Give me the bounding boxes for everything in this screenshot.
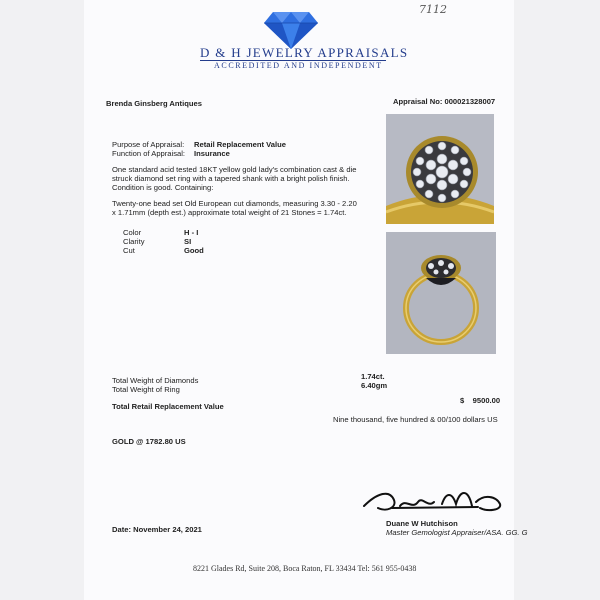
- handwritten-number: 7112: [419, 3, 447, 16]
- total-diamonds-label: Total Weight of Diamonds: [112, 376, 199, 385]
- footer-address: 8221 Glades Rd, Suite 208, Boca Raton, FL 33434 Tel: 561 955-0438: [193, 564, 417, 573]
- company-tagline: ACCREDITED AND INDEPENDENT: [214, 61, 383, 70]
- grade-color-label: Color: [123, 228, 142, 237]
- description-line: Condition is good. Containing:: [112, 183, 214, 192]
- grade-color-value: H - I: [184, 228, 199, 237]
- ring-side-photo: [386, 232, 496, 354]
- gold-price: GOLD @ 1782.80 US: [112, 437, 186, 446]
- appraiser-title: Master Gemologist Appraiser/ASA. GG. G: [386, 528, 528, 537]
- stones-description: [112, 199, 382, 217]
- description-line: struck diamond set ring with a tapered shank with a bright polish finish.: [112, 174, 350, 183]
- appraisal-document: [84, 0, 528, 600]
- appraisal-date: Date: November 24, 2021: [112, 525, 202, 534]
- total-ring-value: 6.40gm: [361, 381, 388, 390]
- diamond-logo-icon: [263, 10, 319, 50]
- grade-clarity-value: SI: [184, 237, 192, 246]
- retail-value-amount: $ 9500.00: [460, 396, 501, 405]
- function-value: Insurance: [194, 149, 230, 158]
- appraiser-name: Duane W Hutchison: [386, 519, 458, 528]
- retail-value-words: Nine thousand, five hundred & 00/100 dollars US: [333, 415, 498, 424]
- grade-cut-value: Good: [184, 246, 204, 255]
- appraisal-number: Appraisal No: 000021328007: [393, 97, 496, 106]
- company-name: D & H JEWELRY APPRAISALS: [200, 45, 409, 60]
- ring-side-image: [386, 232, 496, 354]
- grade-cut-label: Cut: [123, 246, 135, 255]
- total-diamonds-value: 1.74ct.: [361, 372, 385, 381]
- total-ring-label: Total Weight of Ring: [112, 385, 180, 394]
- function-label: Function of Appraisal:: [112, 149, 186, 158]
- stones-line: Twenty-one bead set Old European cut diamonds, measuring 3.30 - 2.20: [112, 199, 357, 208]
- left-background: [0, 0, 84, 600]
- description-line: One standard acid tested 18KT yellow gold lady's combination cast & die: [112, 165, 357, 174]
- appraiser-signature: [360, 482, 510, 518]
- ring-top-image: [386, 114, 494, 224]
- purpose-value: Retail Replacement Value: [194, 140, 287, 149]
- retail-value-label: Total Retail Replacement Value: [112, 402, 224, 411]
- client-name: Brenda Ginsberg Antiques: [106, 99, 202, 108]
- right-background: [514, 0, 600, 600]
- purpose-label: Purpose of Appraisal:: [112, 140, 185, 149]
- grade-clarity-label: Clarity: [123, 237, 145, 246]
- ring-description: [112, 165, 382, 192]
- stones-line: x 1.71mm (depth est.) approximate total weight of 21 Stones = 1.74ct.: [112, 208, 347, 217]
- ring-top-photo: [386, 114, 494, 224]
